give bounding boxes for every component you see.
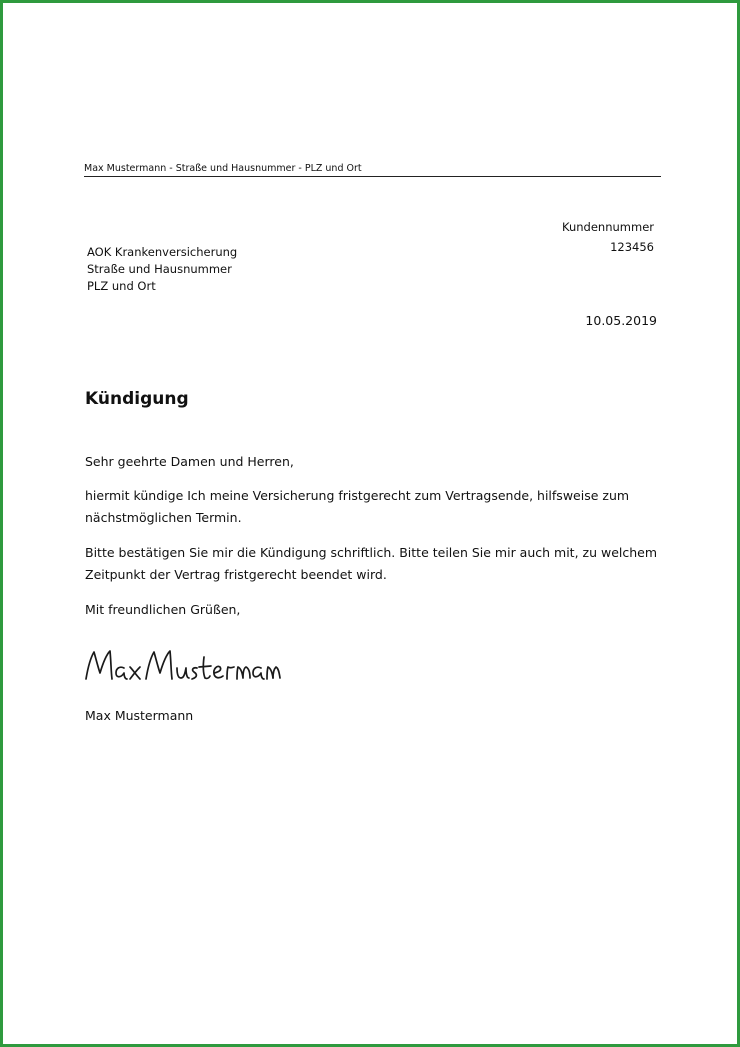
customer-number-label: Kundennummer [562, 220, 654, 234]
signer-name: Max Mustermann [85, 708, 194, 723]
letter-subject: Kündigung [85, 389, 189, 409]
handwritten-signature [83, 643, 283, 691]
closing-phrase: Mit freundlichen Grüßen, [85, 602, 241, 617]
recipient-address [87, 244, 237, 295]
salutation: Sehr geehrte Damen und Herren, [85, 454, 294, 469]
sender-address-line: Max Mustermann - Straße und Hausnummer - PLZ und Ort [84, 162, 661, 177]
recipient-city: PLZ und Ort [87, 279, 156, 293]
recipient-name: AOK Krankenversicherung [87, 245, 238, 259]
recipient-street: Straße und Hausnummer [87, 262, 232, 276]
body-paragraph-1: hiermit kündige Ich meine Versicherung fristgerecht zum Vertragsende, hilfsweise zum nächstmöglichen Termin. [85, 488, 630, 525]
letter-date: 10.05.2019 [585, 313, 657, 328]
customer-number-value: 123456 [610, 240, 654, 254]
body-paragraph-2: Bitte bestätigen Sie mir die Kündigung schriftlich. Bitte teilen Sie mir auch mit, zu welchem Zeitpunkt der Vertrag fristgerecht beendet wird. [85, 545, 658, 582]
